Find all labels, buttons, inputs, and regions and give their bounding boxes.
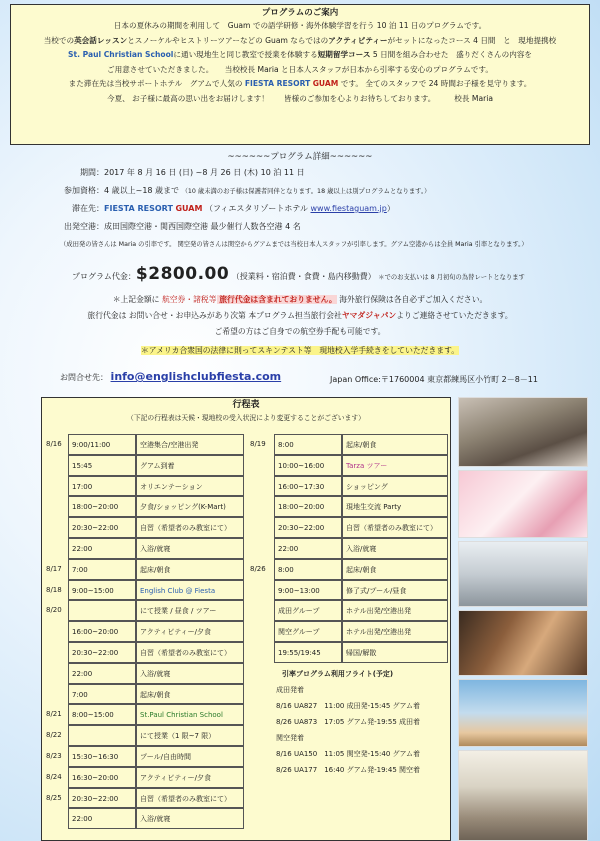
flight-line: 8/26 UA873 17:05 グアム発-19:55 成田着: [276, 717, 421, 726]
schedule-activity: 修了式/プール/昼食: [342, 580, 448, 601]
schedule-activity: にて授業（1 限~7 限）: [136, 725, 244, 746]
intro-box: [10, 4, 590, 145]
schedule-date: [250, 580, 276, 601]
intro-line-1: 日本の夏休みの期間を利用して Guam での語学研修・海外体験学習を行う 10 泊 11 日のプログラムです。: [113, 21, 487, 30]
schedule-activity: 夕食/ショッピング(K-Mart): [136, 496, 244, 517]
class-photo: [458, 397, 588, 467]
schedule-activity: Tarza ツアー: [342, 455, 448, 476]
intro-line-2: 当校での英会話レッスンとスノーケルやヒストリーツアーなどの Guam ならではのアクティビティーがセットになったコース 4 日間 と 現地提携校: [43, 35, 557, 45]
japan-office: Japan Office:〒1760004 東京都練馬区小竹町 2－8－11: [330, 375, 538, 384]
schedule-activity: St.Paul Christian School: [136, 704, 244, 725]
schedule-activity: 入浴/就寝: [136, 808, 244, 829]
schedule-time: 22:00: [68, 808, 136, 829]
schedule-time: 9:00~13:00: [274, 580, 342, 601]
intro-line-3: St. Paul Christian Schoolに通い現地生と同じ教室で授業を体験する短期留学コース 5 日間を組み合わせた 盛りだくさんの内容を: [67, 50, 533, 59]
schedule-time: 関空グループ: [274, 621, 342, 642]
schedule-activity: ショッピング: [342, 476, 448, 497]
schedule-date: [250, 600, 276, 621]
schedule-time: 18:00~20:00: [68, 496, 136, 517]
schedule-time: 19:55/19:45: [274, 642, 342, 663]
note-1: ＊上記金額に 航空券・諸税等 旅行代金は含まれておりません。 海外旅行保険は各自必ずご加入ください。: [112, 295, 488, 304]
schedule-date: 8/17: [46, 564, 62, 573]
email-link[interactable]: info@englishclubfiesta.com: [110, 370, 282, 383]
note-2: 旅行代金は お問い合せ・お申込みがあり次第 本プログラム担当旅行会社ヤマダジャパンよりご連絡させていただきます。: [87, 311, 513, 320]
schedule-activity: オリエンテーション: [136, 476, 244, 497]
schedule-time: 20:30~22:00: [68, 642, 136, 663]
schedule-date: 8/24: [46, 772, 62, 781]
schedule-activity: グアム到着: [136, 455, 244, 476]
schedule-time: 成田グループ: [274, 600, 342, 621]
schedule-date: [250, 476, 276, 497]
flight-line: 関空発着: [276, 733, 304, 742]
schedule-date: 8/23: [46, 752, 62, 760]
schedule-activity: 現地生交流 Party: [342, 496, 448, 517]
schedule-date: 8/22: [46, 731, 62, 740]
schedule-date: [250, 621, 276, 642]
schedule-date: 8/19: [250, 440, 266, 448]
flights-title: 引率プログラム利用フライト(予定): [282, 669, 394, 678]
schedule-date: 8/25: [46, 793, 62, 802]
intro-line-4: ご用意させていただきました。 当校校長 Maria と日本人スタッフが日本から引率する安心のプログラムです。: [107, 64, 493, 74]
note-3: ご希望の方はご自身での航空券手配も可能です。: [214, 327, 386, 336]
friends-photo: [458, 610, 588, 676]
schedule-activity: アクティビティー/夕食: [136, 621, 244, 642]
schedule-date: 8/16: [46, 440, 62, 448]
schedule-time: 18:00~20:00: [274, 496, 342, 517]
schedule-time: 7:00: [68, 684, 136, 705]
schedule-time: 20:30~22:00: [68, 517, 136, 538]
schedule-activity: にて授業 / 昼食 / ツアー: [136, 600, 244, 621]
schedule-activity: 起床/朝食: [136, 684, 244, 705]
schedule-date: [250, 496, 276, 517]
details-title: ~~~~~~プログラム詳細~~~~~~: [227, 152, 373, 162]
departure-row: 出発空港：成田国際空港・関西国際空港 最少催行人数各空港 4 名: [64, 222, 301, 231]
schedule-time: 7:00: [68, 559, 136, 580]
schedule-date: [250, 642, 276, 663]
schedule-activity: 空港集合/空港出発: [136, 434, 244, 455]
schedule-activity: ホテル出発/空港出発: [342, 621, 448, 642]
schedule-activity: 起床/朝食: [136, 559, 244, 580]
schedule-activity: 起床/朝食: [342, 434, 448, 455]
schedule-time: 9:00/11:00: [68, 434, 136, 455]
schedule-activity: English Club @ Fiesta: [136, 580, 244, 601]
schedule-box: [41, 397, 451, 841]
period-row: 期間：2017 年 8 月 16 日 (日) ~8 月 26 日 (木) 10 泊 11 日: [80, 168, 305, 177]
flight-line: 8/16 UA150 11:05 関空発-15:40 グアム着: [276, 749, 421, 758]
schedule-time: 9:00~15:00: [68, 580, 136, 601]
parasail-photo: [458, 679, 588, 747]
group-photo: [458, 470, 588, 538]
schedule-date: 8/20: [46, 606, 62, 615]
note-4: ＊アメリカ合衆国の法律に則ってスキンテスト等 現地校入学手続きをしていただきます。: [140, 346, 460, 355]
schedule-date: 8/21: [46, 710, 62, 719]
schedule-time: 8:00~15:00: [68, 704, 136, 725]
schedule-time: 8:00: [274, 434, 342, 455]
schedule-time: 20:30~22:00: [68, 788, 136, 809]
schedule-activity: 自習（希望者のみ教室にて）: [342, 517, 448, 538]
schedule-time: 20:30~22:00: [274, 517, 342, 538]
schedule-activity: 帰国/解散: [342, 642, 448, 663]
schedule-date: [250, 538, 276, 559]
schedule-time: 15:30~16:30: [68, 746, 136, 767]
intro-line-6: 今夏、 お子様に最高の思い出をお届けします！ 皆様のご参加を心よりお待ちしております。 校長 Maria: [106, 93, 493, 103]
flight-line: 8/26 UA177 16:40 グアム発-19:45 関空着: [276, 765, 421, 774]
intro-title: プログラムのご案内: [261, 8, 339, 18]
departure-note: （成田発の皆さんは Maria の引率です。 関空発の皆さんは関空からグアムまでは当校日本人スタッフが引率します。グアム空港からは全員 Maria 引率となります。）: [60, 241, 528, 248]
schedule-time: 10:00~16:00: [274, 455, 342, 476]
qualification-row: 参加資格：4 歳以上~18 歳まで （10 歳未満のお子様は保護者同伴となります。18 歳以上は別プログラムとなります。）: [64, 186, 431, 195]
flight-line: 成田発着: [276, 685, 304, 694]
schedule-note: （下記の行程表は天候・現地校の受入状況により変更することがございます）: [127, 414, 365, 422]
schedule-date: 8/18: [46, 585, 62, 594]
schedule-activity: 起床/朝食: [342, 559, 448, 580]
schedule-time: 22:00: [68, 663, 136, 684]
bus-photo: [458, 541, 588, 607]
intro-line-5: また滞在先は当校サポートホテル グアムで人気の FIESTA RESORT GUAM です。 全てのスタッフで 24 時間お子様を見守ります。: [68, 79, 532, 88]
classroom-photo: [458, 750, 588, 841]
schedule-activity: ホテル出発/空港出発: [342, 600, 448, 621]
schedule-time: 22:00: [274, 538, 342, 559]
schedule-title: 行程表: [232, 400, 260, 410]
flight-line: 8/16 UA827 11:00 成田発-15:45 グアム着: [276, 701, 421, 710]
schedule-time: 15:45: [68, 455, 136, 476]
schedule-activity: アクティビティー/夕食: [136, 767, 244, 788]
schedule-time: 22:00: [68, 538, 136, 559]
schedule-activity: 自習（希望者のみ教室にて）: [136, 642, 244, 663]
hotel-link[interactable]: www.fiestaguam.jp: [310, 204, 387, 213]
schedule-activity: 入浴/就寝: [342, 538, 448, 559]
stay-row: 滞在先：FIESTA RESORT GUAM （フィエスタリゾートホテル www.fiestaguam.jp）: [72, 204, 395, 213]
schedule-time: [68, 600, 136, 621]
schedule-time: 16:00~20:00: [68, 621, 136, 642]
schedule-time: 16:00~17:30: [274, 476, 342, 497]
schedule-time: 8:00: [274, 559, 342, 580]
schedule-activity: 自習（希望者のみ教室にて）: [136, 517, 244, 538]
price-value: $2800.00: [135, 264, 230, 284]
schedule-time: [68, 725, 136, 746]
schedule-date: [250, 517, 276, 538]
schedule-activity: 入浴/就寝: [136, 538, 244, 559]
schedule-activity: 入浴/就寝: [136, 663, 244, 684]
schedule-time: 16:30~20:00: [68, 767, 136, 788]
schedule-activity: プール/自由時間: [136, 746, 244, 767]
schedule-date: 8/26: [250, 564, 266, 573]
schedule-date: [250, 455, 276, 476]
schedule-time: 17:00: [68, 476, 136, 497]
schedule-grid: [42, 434, 450, 840]
schedule-activity: 自習（希望者のみ教室にて）: [136, 788, 244, 809]
contact-row: お問合せ先： info@englishclubfiesta.com: [60, 370, 282, 383]
price-row: プログラム代金：$2800.00 （授業料・宿泊費・食費・島内移動費） ＊でのお支払いは 8 月初旬の為替レートとなります: [72, 264, 525, 284]
